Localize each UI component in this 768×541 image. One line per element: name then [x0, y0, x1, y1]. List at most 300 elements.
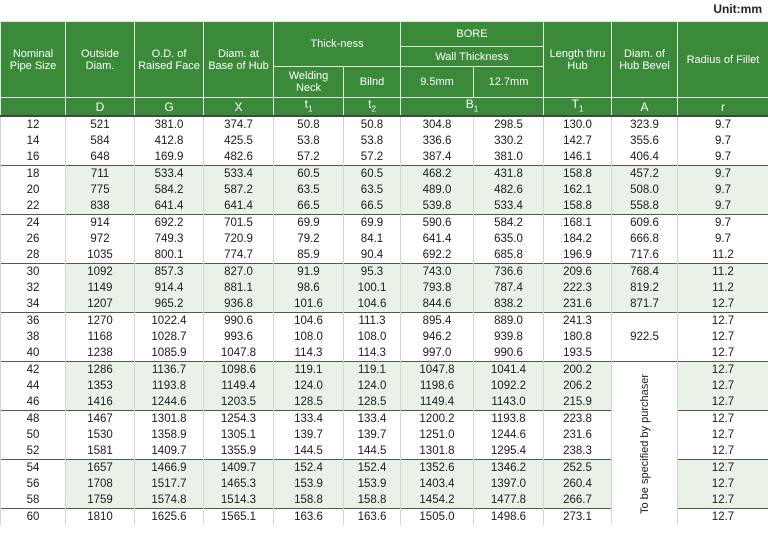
table-cell: 533.4	[135, 166, 204, 183]
table-cell: 180.8	[544, 329, 612, 345]
table-cell: 1565.1	[204, 509, 274, 526]
table-cell: 1416	[66, 394, 135, 411]
table-cell: 1301.8	[401, 443, 474, 460]
table-cell: 12.7	[678, 296, 768, 313]
table-cell: 666.8	[612, 231, 678, 247]
table-cell: 9.7	[678, 149, 768, 166]
table-cell: 990.6	[204, 313, 274, 330]
table-row	[1, 231, 768, 247]
table-cell: 1092	[66, 264, 135, 281]
table-cell: 20	[1, 182, 66, 198]
table-cell: 743.0	[401, 264, 474, 281]
table-cell: 66.5	[274, 198, 344, 215]
header-diam-hub-bevel: Diam. of Hub Bevel	[612, 22, 678, 98]
table-cell: 104.6	[274, 313, 344, 330]
table-row	[1, 149, 768, 166]
table-cell: 1467	[66, 411, 135, 428]
table-cell: 9.7	[678, 133, 768, 149]
table-cell: 381.0	[135, 116, 204, 133]
table-cell: 539.8	[401, 198, 474, 215]
table-cell: 169.9	[135, 149, 204, 166]
table-cell: 158.8	[344, 492, 401, 509]
table-cell: 889.0	[474, 313, 544, 330]
table-cell: 22	[1, 198, 66, 215]
table-cell: 53.8	[274, 133, 344, 149]
table-cell: 12	[1, 116, 66, 133]
table-cell: 231.6	[544, 296, 612, 313]
table-cell: 1505.0	[401, 509, 474, 526]
table-cell: 800.1	[135, 247, 204, 264]
table-cell: 1409.7	[204, 460, 274, 477]
table-cell: 692.2	[401, 247, 474, 264]
table-cell: 1397.0	[474, 476, 544, 492]
table-cell: 972	[66, 231, 135, 247]
table-cell: 774.7	[204, 247, 274, 264]
table-cell: 101.6	[274, 296, 344, 313]
table-cell: 11.2	[678, 280, 768, 296]
table-cell: 119.1	[344, 362, 401, 379]
table-cell: 635.0	[474, 231, 544, 247]
table-cell: 50.8	[274, 116, 344, 133]
table-cell: 12.7	[678, 394, 768, 411]
table-cell: 1625.6	[135, 509, 204, 526]
table-cell: 9.7	[678, 231, 768, 247]
table-cell: 1295.4	[474, 443, 544, 460]
table-cell: 590.6	[401, 215, 474, 232]
table-cell: 209.6	[544, 264, 612, 281]
table-cell: 641.4	[204, 198, 274, 215]
table-cell: 158.8	[544, 198, 612, 215]
table-cell: 206.2	[544, 378, 612, 394]
flange-dimension-table	[0, 21, 768, 525]
table-cell: 609.6	[612, 215, 678, 232]
table-cell: 482.6	[474, 182, 544, 198]
symbol-blank	[1, 98, 66, 117]
table-cell: 482.6	[204, 149, 274, 166]
table-cell: 793.8	[401, 280, 474, 296]
header-wall-thickness: Wall Thickness	[401, 47, 544, 67]
table-cell: 1149.4	[401, 394, 474, 411]
table-cell: 939.8	[474, 329, 544, 345]
table-cell: 533.4	[204, 166, 274, 183]
table-cell: 104.6	[344, 296, 401, 313]
symbol-x: X	[204, 98, 274, 117]
table-cell: 12.7	[678, 378, 768, 394]
table-cell: 1305.1	[204, 427, 274, 443]
table-cell: 223.8	[544, 411, 612, 428]
table-cell: 12.7	[678, 492, 768, 509]
header-wall-9-5mm: 9.5mm	[401, 67, 474, 98]
table-cell: 1498.6	[474, 509, 544, 526]
table-cell: 38	[1, 329, 66, 345]
table-cell: 139.7	[274, 427, 344, 443]
table-cell: 1035	[66, 247, 135, 264]
table-cell: 18	[1, 166, 66, 183]
table-cell: 222.3	[544, 280, 612, 296]
table-cell: 717.6	[612, 247, 678, 264]
table-row	[1, 133, 768, 149]
header-nominal-pipe-size: Nominal Pipe Size	[1, 22, 66, 98]
table-cell: 193.5	[544, 345, 612, 362]
table-cell: 200.2	[544, 362, 612, 379]
table-cell: 1193.8	[474, 411, 544, 428]
table-cell: 85.9	[274, 247, 344, 264]
table-cell: 196.9	[544, 247, 612, 264]
table-cell: 1193.8	[135, 378, 204, 394]
table-cell: 1203.5	[204, 394, 274, 411]
table-cell: 91.9	[274, 264, 344, 281]
table-cell: 11.2	[678, 247, 768, 264]
table-cell: 827.0	[204, 264, 274, 281]
table-cell: 162.1	[544, 182, 612, 198]
table-cell: 36	[1, 313, 66, 330]
table-cell: 252.5	[544, 460, 612, 477]
table-cell: 1149.4	[204, 378, 274, 394]
table-cell: 60.5	[344, 166, 401, 183]
table-cell: 1465.3	[204, 476, 274, 492]
header-thickness: Thick-ness	[274, 22, 401, 67]
table-cell: 241.3	[544, 313, 612, 330]
symbol-r: r	[678, 98, 768, 117]
table-cell: 84.1	[344, 231, 401, 247]
table-cell: 1254.3	[204, 411, 274, 428]
table-cell: 1708	[66, 476, 135, 492]
table-cell: 1022.4	[135, 313, 204, 330]
table-cell: 1098.6	[204, 362, 274, 379]
table-cell: 1047.8	[401, 362, 474, 379]
table-cell: 133.4	[274, 411, 344, 428]
table-cell: 1355.9	[204, 443, 274, 460]
table-cell: 374.7	[204, 116, 274, 133]
symbol-b1: $B_1$	[401, 98, 544, 117]
table-cell: 1244.6	[135, 394, 204, 411]
header-radius-fillet: Radius of Fillet	[678, 22, 768, 98]
table-row	[1, 247, 768, 264]
table-cell: 50.8	[344, 116, 401, 133]
table-cell: 128.5	[344, 394, 401, 411]
table-cell: 412.8	[135, 133, 204, 149]
table-cell: 238.3	[544, 443, 612, 460]
table-cell: 16	[1, 149, 66, 166]
table-cell: 12.7	[678, 427, 768, 443]
unit-label: Unit:mm	[713, 2, 762, 16]
table-cell: 844.6	[401, 296, 474, 313]
table-cell: 355.6	[612, 133, 678, 149]
table-cell: 24	[1, 215, 66, 232]
table-cell: 14	[1, 133, 66, 149]
table-cell: 584	[66, 133, 135, 149]
table-cell: 9.7	[678, 182, 768, 198]
table-cell: 508.0	[612, 182, 678, 198]
table-cell: 114.3	[274, 345, 344, 362]
table-cell: 133.4	[344, 411, 401, 428]
symbol-t2: $t_2$	[344, 98, 401, 117]
table-cell: 142.7	[544, 133, 612, 149]
table-cell: 69.9	[344, 215, 401, 232]
table-cell: 1759	[66, 492, 135, 509]
table-cell: 54	[1, 460, 66, 477]
table-cell: 231.6	[544, 427, 612, 443]
table-cell: 838	[66, 198, 135, 215]
table-cell: 1207	[66, 296, 135, 313]
table-cell: 749.3	[135, 231, 204, 247]
table-cell: 1168	[66, 329, 135, 345]
table-cell: 152.4	[274, 460, 344, 477]
table-cell: 1301.8	[135, 411, 204, 428]
table-cell: 12.7	[678, 443, 768, 460]
table-body	[1, 116, 768, 525]
table-cell: 56	[1, 476, 66, 492]
table-cell: 775	[66, 182, 135, 198]
table-cell: 304.8	[401, 116, 474, 133]
table-cell: 468.2	[401, 166, 474, 183]
table-row	[1, 362, 768, 379]
table-cell: 95.3	[344, 264, 401, 281]
purchaser-note-cell	[612, 362, 678, 526]
table-cell: 153.9	[274, 476, 344, 492]
table-cell: 1358.9	[135, 427, 204, 443]
table-cell: 52	[1, 443, 66, 460]
table-cell: 489.0	[401, 182, 474, 198]
table-cell: 50	[1, 427, 66, 443]
table-cell: 273.1	[544, 509, 612, 526]
table-cell: 1200.2	[401, 411, 474, 428]
table-cell: 1530	[66, 427, 135, 443]
table-cell: 144.5	[274, 443, 344, 460]
table-cell: 30	[1, 264, 66, 281]
table-cell: 1251.0	[401, 427, 474, 443]
header-outside-diameter: Outside Diam.	[66, 22, 135, 98]
table-cell: 1047.8	[204, 345, 274, 362]
table-cell: 641.4	[135, 198, 204, 215]
table-cell: 330.2	[474, 133, 544, 149]
table-cell: 701.5	[204, 215, 274, 232]
table-cell: 119.1	[274, 362, 344, 379]
table-cell: 69.9	[274, 215, 344, 232]
table-cell: 168.1	[544, 215, 612, 232]
table-cell: 163.6	[344, 509, 401, 526]
table-cell: 42	[1, 362, 66, 379]
symbol-d: D	[66, 98, 135, 117]
table-cell: 46	[1, 394, 66, 411]
table-cell: 11.2	[678, 264, 768, 281]
table-cell: 936.8	[204, 296, 274, 313]
table-cell: 993.6	[204, 329, 274, 345]
table-cell: 641.4	[401, 231, 474, 247]
table-cell: 1466.9	[135, 460, 204, 477]
table-cell: 1198.6	[401, 378, 474, 394]
table-cell: 857.3	[135, 264, 204, 281]
table-cell: 57.2	[274, 149, 344, 166]
table-cell: 736.6	[474, 264, 544, 281]
table-cell: 1244.6	[474, 427, 544, 443]
symbol-a: A	[612, 98, 678, 117]
table-cell: 425.5	[204, 133, 274, 149]
table-cell: 381.0	[474, 149, 544, 166]
table-cell: 12.7	[678, 460, 768, 477]
table-cell: 587.2	[204, 182, 274, 198]
table-cell: 914	[66, 215, 135, 232]
table-row	[1, 182, 768, 198]
header-bore: BORE	[401, 22, 544, 47]
table-cell: 1352.6	[401, 460, 474, 477]
table-cell: 60.5	[274, 166, 344, 183]
table-cell: 1149	[66, 280, 135, 296]
table-row	[1, 215, 768, 232]
table-cell: 12.7	[678, 362, 768, 379]
table-cell: 1353	[66, 378, 135, 394]
header-wall-12-7mm: 12.7mm	[474, 67, 544, 98]
table-cell: 139.7	[344, 427, 401, 443]
table-cell: 1238	[66, 345, 135, 362]
table-cell: 895.4	[401, 313, 474, 330]
table-cell: 1028.7	[135, 329, 204, 345]
table-cell: 1581	[66, 443, 135, 460]
table-cell: 533.4	[474, 198, 544, 215]
purchaser-note: To be specified by purchaser	[638, 373, 651, 514]
table-row	[1, 166, 768, 183]
table-cell: 12.7	[678, 411, 768, 428]
table-cell: 1477.8	[474, 492, 544, 509]
table-cell: 152.4	[344, 460, 401, 477]
table-cell: 90.4	[344, 247, 401, 264]
table-cell: 9.7	[678, 116, 768, 133]
table-cell: 124.0	[344, 378, 401, 394]
table-cell: 124.0	[274, 378, 344, 394]
table-cell: 768.4	[612, 264, 678, 281]
table-cell: 63.5	[344, 182, 401, 198]
table-cell: 66.5	[344, 198, 401, 215]
table-cell: 997.0	[401, 345, 474, 362]
table-cell: 12.7	[678, 345, 768, 362]
table-cell: 946.2	[401, 329, 474, 345]
table-cell: 158.8	[544, 166, 612, 183]
symbol-g: G	[135, 98, 204, 117]
table-row	[1, 280, 768, 296]
table-cell: 153.9	[344, 476, 401, 492]
table-cell: 298.5	[474, 116, 544, 133]
table-cell: 12.7	[678, 313, 768, 330]
table-cell: 720.9	[204, 231, 274, 247]
table-cell: 12.7	[678, 476, 768, 492]
table-cell: 108.0	[274, 329, 344, 345]
table-cell: 1810	[66, 509, 135, 526]
table-cell: 146.1	[544, 149, 612, 166]
table-cell: 323.9	[612, 116, 678, 133]
table-cell: 53.8	[344, 133, 401, 149]
symbol-t1: $t_1$	[274, 98, 344, 117]
table-cell: 881.1	[204, 280, 274, 296]
table-row	[1, 198, 768, 215]
table-cell: 266.7	[544, 492, 612, 509]
table-cell: 431.8	[474, 166, 544, 183]
table-cell: 111.3	[344, 313, 401, 330]
header-blind: Bilnd	[344, 67, 401, 98]
table-cell: 1041.4	[474, 362, 544, 379]
table-cell: 1143.0	[474, 394, 544, 411]
table-cell: 128.5	[274, 394, 344, 411]
table-cell: 108.0	[344, 329, 401, 345]
table-cell: 12.7	[678, 509, 768, 526]
table-cell: 158.8	[274, 492, 344, 509]
table-cell: 521	[66, 116, 135, 133]
table-cell: 1346.2	[474, 460, 544, 477]
table-cell: 1574.8	[135, 492, 204, 509]
table-cell: 1514.3	[204, 492, 274, 509]
table-cell: 26	[1, 231, 66, 247]
table-cell: 1270	[66, 313, 135, 330]
table-cell: 406.4	[612, 149, 678, 166]
table-cell: 114.3	[344, 345, 401, 362]
table-cell: 838.2	[474, 296, 544, 313]
table-cell: 457.2	[612, 166, 678, 183]
table-cell: 685.8	[474, 247, 544, 264]
table-cell: 9.7	[678, 198, 768, 215]
table-cell: 40	[1, 345, 66, 362]
table-cell: 57.2	[344, 149, 401, 166]
table-cell: 12.7	[678, 329, 768, 345]
header-welding-neck: Welding Neck	[274, 67, 344, 98]
table-cell: 48	[1, 411, 66, 428]
table-cell: 1409.7	[135, 443, 204, 460]
table-cell: 914.4	[135, 280, 204, 296]
table-cell: 184.2	[544, 231, 612, 247]
table-cell: 163.6	[274, 509, 344, 526]
table-cell: 60	[1, 509, 66, 526]
table-cell: 1517.7	[135, 476, 204, 492]
table-cell: 692.2	[135, 215, 204, 232]
table-cell: 1286	[66, 362, 135, 379]
table-cell: 387.4	[401, 149, 474, 166]
table-row	[1, 313, 768, 330]
table-cell: 819.2	[612, 280, 678, 296]
table-cell: 130.0	[544, 116, 612, 133]
table-cell: 9.7	[678, 166, 768, 183]
table-cell: 648	[66, 149, 135, 166]
table-cell: 711	[66, 166, 135, 183]
table-cell: 98.6	[274, 280, 344, 296]
table-row	[1, 296, 768, 313]
table-cell: 260.4	[544, 476, 612, 492]
table-cell: 584.2	[135, 182, 204, 198]
table-cell: 1657	[66, 460, 135, 477]
table-cell: 584.2	[474, 215, 544, 232]
table-cell: 1403.4	[401, 476, 474, 492]
table-cell: 32	[1, 280, 66, 296]
table-cell: 34	[1, 296, 66, 313]
table-cell: 144.5	[344, 443, 401, 460]
table-row	[1, 116, 768, 133]
table-cell: 44	[1, 378, 66, 394]
header-diam-hub-base: Diam. at Base of Hub	[204, 22, 274, 98]
table-cell: 1454.2	[401, 492, 474, 509]
symbol-t1-hub: $T_1$	[544, 98, 612, 117]
merged-hub-bevel-value: 922.5	[612, 313, 678, 362]
table-cell: 215.9	[544, 394, 612, 411]
table-row	[1, 264, 768, 281]
table-cell: 58	[1, 492, 66, 509]
table-cell: 63.5	[274, 182, 344, 198]
table-cell: 28	[1, 247, 66, 264]
header-od-raised-face: O.D. of Raised Face	[135, 22, 204, 98]
table-cell: 9.7	[678, 215, 768, 232]
table-cell: 1092.2	[474, 378, 544, 394]
table-cell: 100.1	[344, 280, 401, 296]
table-cell: 1136.7	[135, 362, 204, 379]
table-cell: 871.7	[612, 296, 678, 313]
header-length-thru-hub: Length thru Hub	[544, 22, 612, 98]
table-cell: 990.6	[474, 345, 544, 362]
